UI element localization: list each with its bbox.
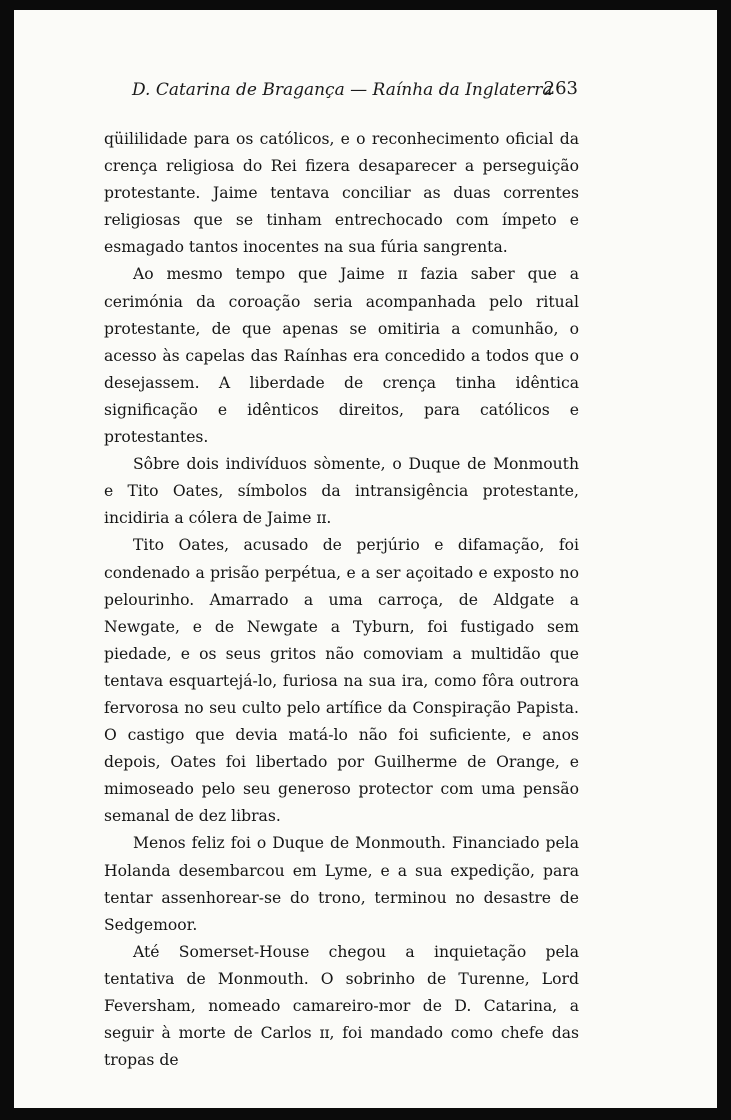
- paragraph-4: Tito Oates, acusado de perjúrio e difamação, foi condenado a prisão perpétua, e a ser açoitado e exposto no pelourinho. Amarrado a uma carroça, de Aldgate a Newgate, e de Newgate a Tyburn, foi fustigado sem piedade, e os seus gritos não comoviam a multidão que tentava esquartejá-lo, furiosa na sua ira, como fôra outrora fervorosa no seu culto pelo artífice da Conspiração Papista. O castigo que devia matá-lo não foi suficiente, e anos depois, Oates foi libertado por Guilherme de Orange, e mimoseado pelo seu generoso protector com uma pensão semanal de dez libras.: [104, 536, 579, 826]
- paragraph-3: Sôbre dois indivíduos sòmente, o Duque de Monmouth e Tito Oates, símbolos da intransigência protestante, incidiria a cólera de Jaime ɪɪ.: [104, 455, 579, 528]
- paragraph-6: Até Somerset-House chegou a inquietação pela tentativa de Monmouth. O sobrinho de Turenne, Lord Feversham, nomeado camareiro-mor de D. Catarina, a seguir à morte de Carlos ɪɪ, foi mandado como chefe das tropas de: [104, 942, 579, 1070]
- paragraph-1: qüililidade para os católicos, e o reconhecimento oficial da crença religiosa do Rei fizera desaparecer a perseguição protestante. Jaime tentava conciliar as duas correntes religiosas que se tinham entrechocado com ímpeto e esmagado tantos inocentes na sua fúria sangrenta.: [104, 130, 579, 257]
- page-number: 263: [543, 78, 578, 99]
- page-header: [132, 74, 578, 104]
- running-title: D. Catarina de Bragança — Raínha da Inglaterra: [132, 80, 553, 100]
- paragraph-2: Ao mesmo tempo que Jaime ɪɪ fazia saber que a cerimónia da coroação seria acompanhada pelo ritual protestante, de que apenas se omitiria a comunhão, o acesso às capelas das Raínhas era concedido a todos que o desejassem. A liberdade de crença tinha idêntica significação e idênticos direitos, para católicos e protestantes.: [104, 265, 579, 447]
- body-text: [104, 126, 579, 1074]
- paragraph-5: Menos feliz foi o Duque de Monmouth. Financiado pela Holanda desembarcou em Lyme, e a sua expedição, para tentar assenhorear-se do trono, terminou no desastre de Sedgemoor.: [104, 834, 579, 934]
- book-page: [14, 10, 717, 1108]
